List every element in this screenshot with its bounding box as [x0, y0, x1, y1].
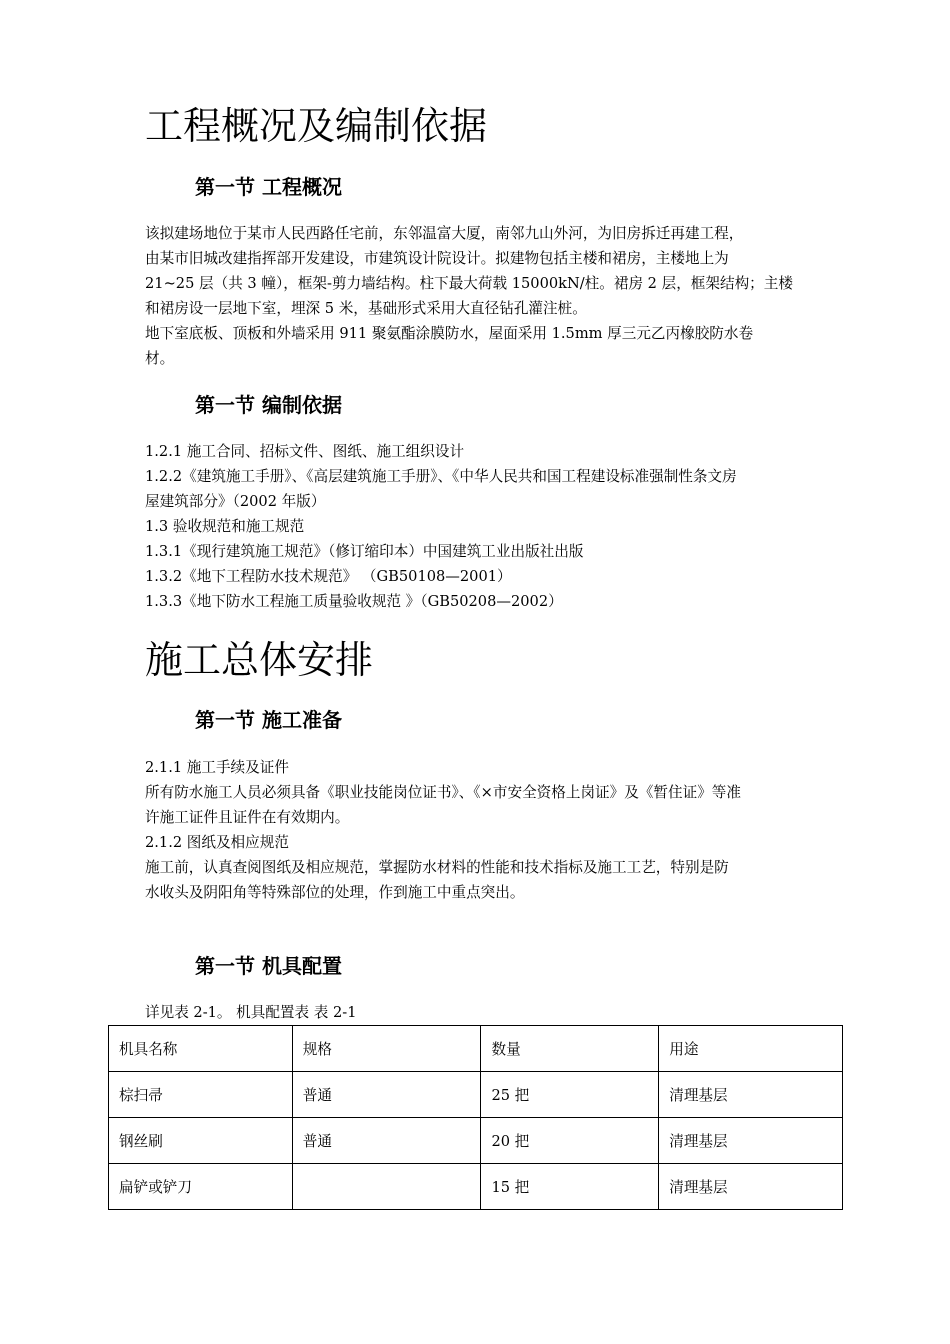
chapter-title-2: 施工总体安排 — [145, 638, 374, 682]
chapter-title-1: 工程概况及编制依据 — [145, 104, 488, 148]
table-cell — [292, 1164, 481, 1210]
list-line: 1.3.3《地下防水工程施工质量验收规范 》（GB50208—2002） — [145, 593, 563, 610]
list-line: 水收头及阴阳角等特殊部位的处理，作到施工中重点突出。 — [145, 884, 525, 901]
section-heading-preparation: 第一节 施工准备 — [195, 708, 342, 732]
list-line: 1.3 验收规范和施工规范 — [145, 518, 305, 535]
table-cell: 20 把 — [481, 1118, 659, 1164]
paragraph-line: 材。 — [145, 350, 175, 367]
list-line: 1.2.1 施工合同、招标文件、图纸、施工组织设计 — [145, 443, 465, 460]
table-header-cell: 数量 — [481, 1026, 659, 1072]
table-caption: 详见表 2-1。 机具配置表 表 2-1 — [145, 1004, 357, 1021]
table-header-row — [109, 1026, 843, 1072]
paragraph-line: 该拟建场地位于某市人民西路任宅前，东邻温富大厦，南邻九山外河，为旧房拆迁再建工程， — [145, 225, 744, 242]
section-heading-equipment: 第一节 机具配置 — [195, 954, 342, 978]
paragraph-line: 和裙房设一层地下室，埋深 5 米，基础形式采用大直径钻孔灌注桩。 — [145, 300, 587, 317]
table-cell: 普通 — [292, 1072, 481, 1118]
table-cell: 清理基层 — [659, 1072, 843, 1118]
paragraph-line: 21~25 层（共 3 幢），框架-剪力墙结构。柱下最大荷载 15000kN/柱。裙房 2 层，框架结构；主楼 — [145, 275, 793, 292]
table-cell: 15 把 — [481, 1164, 659, 1210]
list-line: 1.3.2《地下工程防水技术规范》 （GB50108—2001） — [145, 568, 512, 585]
list-line: 1.3.1《现行建筑施工规范》（修订缩印本）中国建筑工业出版社出版 — [145, 543, 584, 560]
table-cell: 钢丝刷 — [109, 1118, 293, 1164]
section-heading-basis: 第一节 编制依据 — [195, 393, 342, 417]
table-row — [109, 1164, 843, 1210]
table-cell: 25 把 — [481, 1072, 659, 1118]
table-cell: 清理基层 — [659, 1164, 843, 1210]
list-line: 2.1.1 施工手续及证件 — [145, 759, 289, 776]
list-line: 许施工证件且证件在有效期内。 — [145, 809, 350, 826]
table-header-cell: 用途 — [659, 1026, 843, 1072]
list-line: 所有防水施工人员必须具备《职业技能岗位证书》、《×市安全资格上岗证》及《暂住证》等准 — [145, 784, 741, 801]
table-cell: 清理基层 — [659, 1118, 843, 1164]
paragraph-line: 地下室底板、顶板和外墙采用 911 聚氨酯涂膜防水，屋面采用 1.5mm 厚三元乙丙橡胶防水卷 — [145, 325, 754, 342]
table-cell: 普通 — [292, 1118, 481, 1164]
table-row — [109, 1118, 843, 1164]
list-line: 1.2.2《建筑施工手册》、《高层建筑施工手册》、《中华人民共和国工程建设标准强制性条文房 — [145, 468, 737, 485]
table-cell: 棕扫帚 — [109, 1072, 293, 1118]
table-cell: 扁铲或铲刀 — [109, 1164, 293, 1210]
table-header-cell: 规格 — [292, 1026, 481, 1072]
equipment-table — [108, 1025, 843, 1210]
list-line: 施工前，认真查阅图纸及相应规范，掌握防水材料的性能和技术指标及施工工艺，特别是防 — [145, 859, 729, 876]
table-row — [109, 1072, 843, 1118]
paragraph-line: 由某市旧城改建指挥部开发建设，市建筑设计院设计。拟建物包括主楼和裙房，主楼地上为 — [145, 250, 729, 267]
table-header-cell: 机具名称 — [109, 1026, 293, 1072]
list-line: 2.1.2 图纸及相应规范 — [145, 834, 289, 851]
list-line: 屋建筑部分》（2002 年版） — [145, 493, 326, 510]
section-heading-overview: 第一节 工程概况 — [195, 175, 342, 199]
